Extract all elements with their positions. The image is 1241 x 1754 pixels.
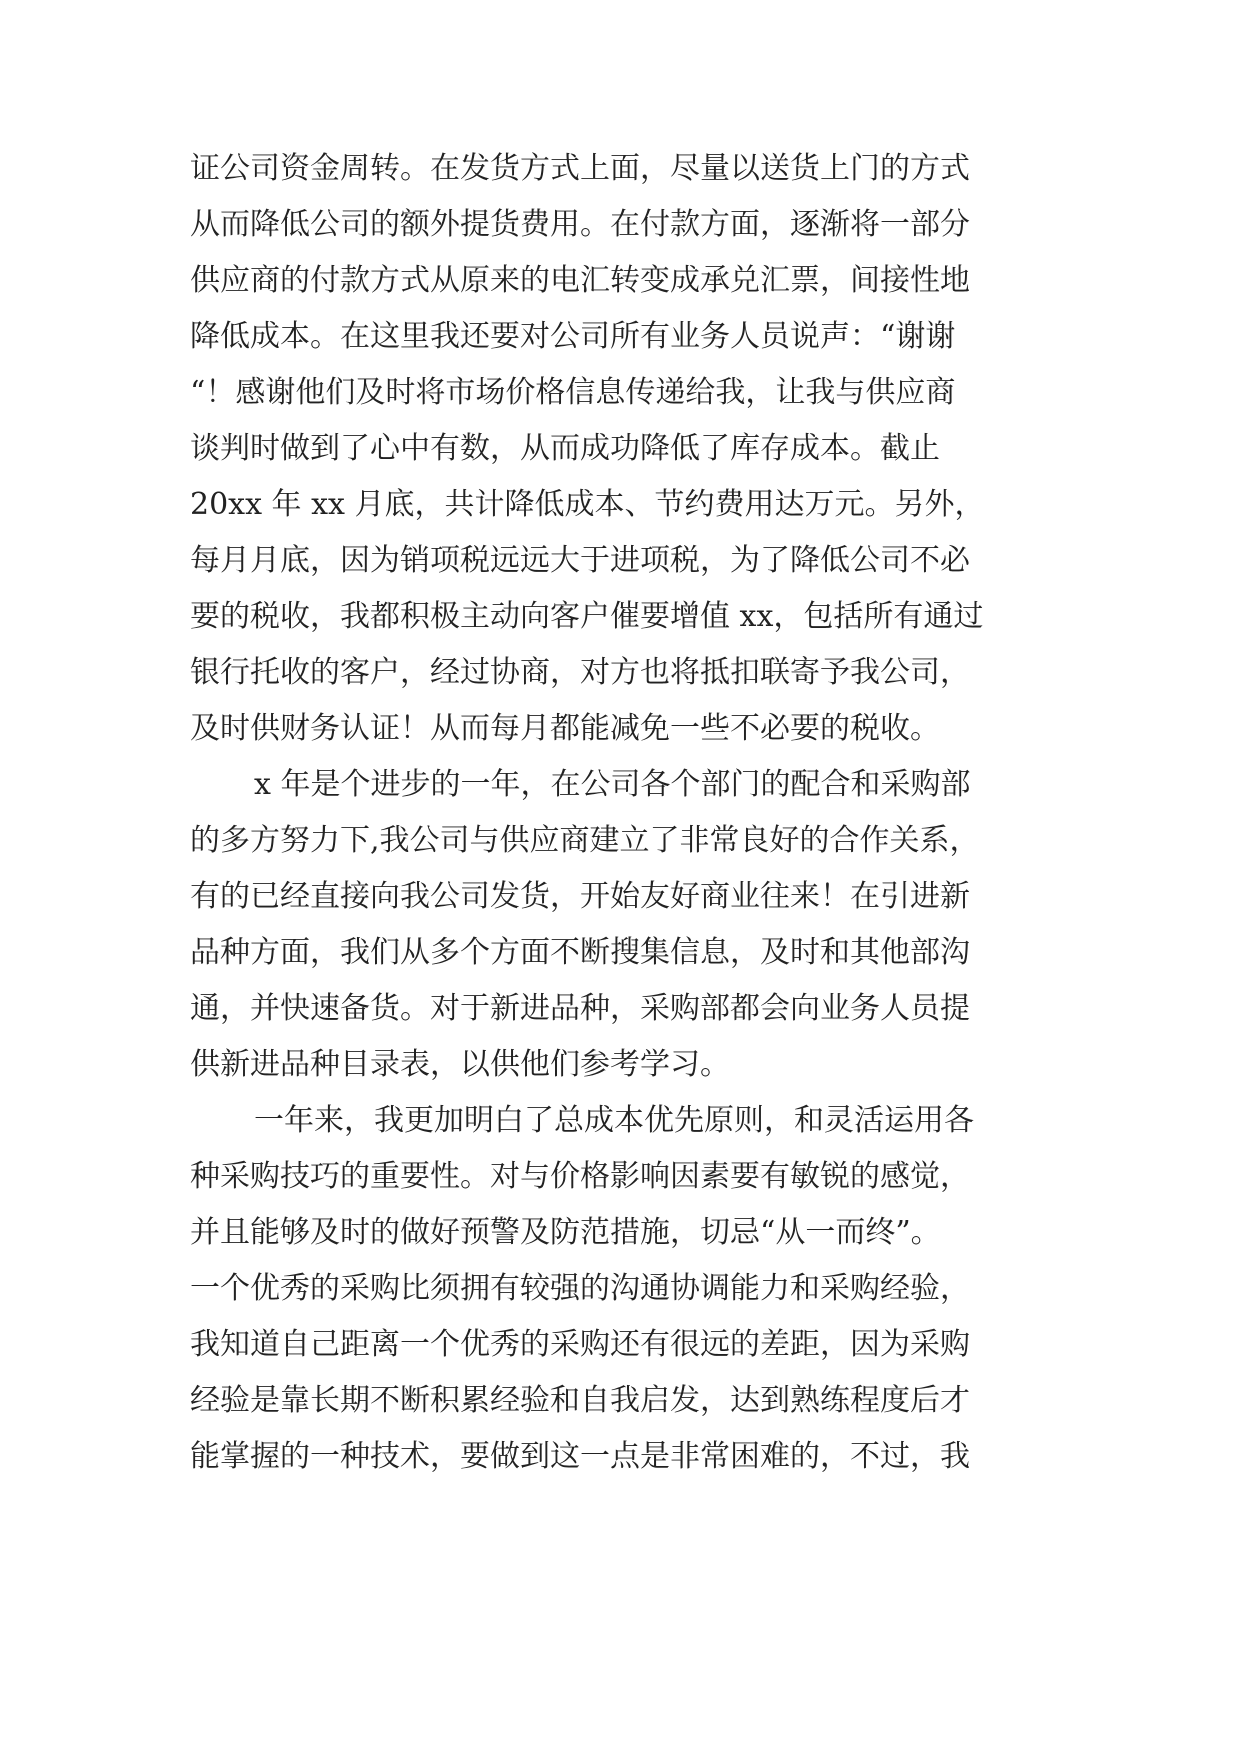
paragraph-first-line: x 年是个进步的一年，在公司各个部门的配合和采购部 [254,767,971,802]
body-text-line: “！感谢他们及时将市场价格信息传递给我，让我与供应商 [190,375,956,410]
body-text-line: 及时供财务认证！从而每月都能减免一些不必要的税收。 [190,711,940,746]
body-text-line: 每月月底，因为销项税远远大于进项税，为了降低公司不必 [190,543,970,578]
body-text-line: 要的税收，我都积极主动向客户催要增值 xx，包括所有通过 [190,599,984,634]
body-text-line: 经验是靠长期不断积累经验和自我启发，达到熟练程度后才 [190,1383,970,1418]
body-text-line: 种采购技巧的重要性。对与价格影响因素要有敏锐的感觉， [190,1159,970,1194]
body-text-line: 银行托收的客户，经过协商，对方也将抵扣联寄予我公司， [190,655,970,690]
body-text-line: 品种方面，我们从多个方面不断搜集信息，及时和其他部沟 [190,935,970,970]
body-text-line: 能掌握的一种技术，要做到这一点是非常困难的，不过，我 [190,1439,970,1474]
body-text-line: 通，并快速备货。对于新进品种，采购部都会向业务人员提 [190,991,970,1026]
body-text-line: 我知道自己距离一个优秀的采购还有很远的差距，因为采购 [190,1327,970,1362]
body-text-line: 一个优秀的采购比须拥有较强的沟通协调能力和采购经验， [190,1271,970,1306]
body-text-line: 降低成本。在这里我还要对公司所有业务人员说声：“谢谢 [190,319,956,354]
body-text-line: 证公司资金周转。在发货方式上面，尽量以送货上门的方式 [190,151,970,186]
body-text-line: 20xx 年 xx 月底，共计降低成本、节约费用达万元。另外， [190,487,985,522]
body-text-line: 谈判时做到了心中有数，从而成功降低了库存成本。截止 [190,431,940,466]
body-text-line: 从而降低公司的额外提货费用。在付款方面，逐渐将一部分 [190,207,970,242]
body-text-line: 的多方努力下,我公司与供应商建立了非常良好的合作关系， [190,823,980,858]
body-text-line: 有的已经直接向我公司发货，开始友好商业往来！在引进新 [190,879,970,914]
paragraph-first-line: 一年来，我更加明白了总成本优先原则，和灵活运用各 [254,1103,974,1138]
body-text-line: 供新进品种目录表，以供他们参考学习。 [190,1047,730,1082]
body-text-line: 供应商的付款方式从原来的电汇转变成承兑汇票，间接性地 [190,263,970,298]
body-text-line: 并且能够及时的做好预警及防范措施，切忌“从一而终”。 [190,1215,941,1250]
